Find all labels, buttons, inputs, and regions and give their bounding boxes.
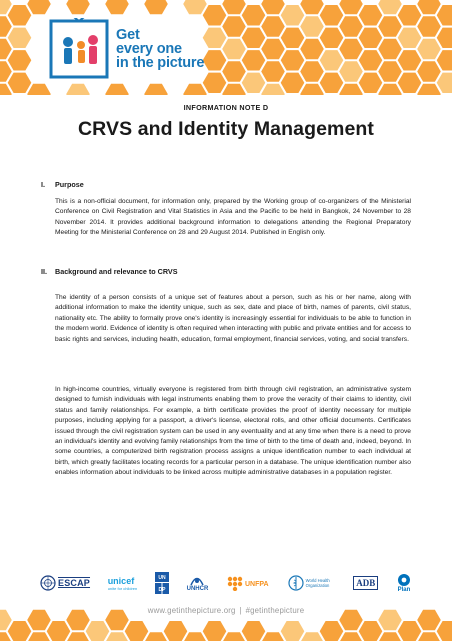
hexagon-shape xyxy=(359,621,383,641)
hexagon-shape xyxy=(8,50,32,70)
information-note-label: INFORMATION NOTE D xyxy=(183,103,269,112)
hexagon-shape xyxy=(359,50,383,70)
hexagon-shape xyxy=(339,39,363,60)
hexagon-shape xyxy=(339,632,363,641)
hexagon-shape xyxy=(183,632,207,641)
brand-line-1: Get xyxy=(116,27,140,43)
unicef-tagline: unite for children xyxy=(107,585,138,591)
hexagon-shape xyxy=(300,16,324,36)
brand-line-2: every one xyxy=(116,41,182,57)
unfpa-dots-icon xyxy=(226,575,270,591)
hexagon-shape xyxy=(300,632,324,641)
hexagon-shape xyxy=(281,28,305,48)
hexagon-shape xyxy=(183,84,207,95)
hexagon-shape xyxy=(8,621,32,641)
hexagon-shape xyxy=(203,621,227,641)
hexagon-shape xyxy=(437,28,452,48)
hexagon-shape xyxy=(339,0,363,14)
section-heading-purpose xyxy=(41,180,84,189)
hexagon-shape xyxy=(398,50,422,70)
hexagon-shape xyxy=(242,5,266,26)
hexagon-shape xyxy=(378,61,402,82)
hexagon-shape xyxy=(398,5,422,26)
hexagon-shape xyxy=(144,632,168,641)
svg-text:UN: UN xyxy=(158,575,166,581)
hexagon-shape xyxy=(320,621,344,641)
hexagon-shape xyxy=(0,16,12,36)
hexagon-shape xyxy=(261,61,285,82)
hexagon-shape xyxy=(144,0,168,14)
hexagon-shape xyxy=(105,84,129,95)
hexagon-shape xyxy=(125,621,149,641)
hexagon-shape xyxy=(281,50,305,70)
hexagon-shape xyxy=(359,73,383,93)
hexagon-shape xyxy=(300,84,324,95)
hexagon-shape xyxy=(242,73,266,93)
brand-wordmark xyxy=(116,28,204,70)
unfpa-logo xyxy=(226,575,270,591)
hexagon-shape xyxy=(378,16,402,36)
escap-wordmark: ESCAP xyxy=(58,578,91,588)
hexagon-shape xyxy=(437,621,452,641)
undp-logo xyxy=(155,572,169,594)
hexagon-shape xyxy=(242,28,266,48)
hexagon-shape xyxy=(398,28,422,48)
family-picture-logo-icon xyxy=(48,18,110,80)
plan-emblem-icon xyxy=(396,573,412,587)
who-logo xyxy=(288,575,336,591)
hexagon-shape xyxy=(378,0,402,14)
unhcr-emblem-icon xyxy=(190,574,204,586)
hexagon-shape xyxy=(359,28,383,48)
hexagon-shape xyxy=(417,61,441,82)
hexagon-shape xyxy=(300,0,324,14)
section-title: Background and relevance to CRVS xyxy=(55,267,178,276)
hexagon-shape xyxy=(144,84,168,95)
hexagon-shape xyxy=(0,61,12,82)
plan-wordmark: Plan xyxy=(397,587,411,593)
hexagon-shape xyxy=(417,16,441,36)
undp-emblem-icon xyxy=(155,572,169,594)
hexagon-shape xyxy=(261,632,285,641)
hexagon-shape xyxy=(27,84,51,95)
hexagon-shape xyxy=(261,84,285,95)
partner-logos xyxy=(40,566,412,600)
website-link[interactable]: www.getinthepicture.org xyxy=(147,606,236,615)
hexagon-shape xyxy=(222,16,246,36)
hexagon-shape xyxy=(66,84,90,95)
background-paragraph-2: In high-income countries, virtually everyone is registered from birth through civil registration, an administrative system designed to furnish individuals with legal instruments enabling them to prove the veracity of their claims to identity, civil status and family relationships. For example, a birth certificate provides the proof of identity necessary for multiple purposes, including applying for a passport, a driver's license, electoral rolls, and other official documents. Certificates issued through the civil registration system can be used in any eventuality and at any time when there is a need to prove an individual's identity and evolving family relationships from the time of birth to the time of death and, indeed, beyond. In some countries, a computerized birth registration process assigns a unique identification number to each individual at birth, which greatly facilitates locating records for a particular person in a database. The unique identification number also enables information about individuals to be linked across multiple administrative databases in a population register. xyxy=(55,386,411,477)
hexagon-shape xyxy=(281,73,305,93)
hexagon-shape xyxy=(378,84,402,95)
adb-logo xyxy=(353,576,378,590)
adb-wordmark: ADB xyxy=(353,576,378,590)
hexagon-shape xyxy=(105,632,129,641)
hexagon-shape xyxy=(222,0,246,14)
hexagon-shape xyxy=(222,632,246,641)
section-number: I. xyxy=(41,180,45,189)
hexagon-shape xyxy=(398,621,422,641)
hexagon-shape xyxy=(66,0,90,14)
hexagon-shape xyxy=(261,39,285,60)
section-heading-background xyxy=(41,267,178,276)
hexagon-shape xyxy=(300,39,324,60)
hashtag-link[interactable]: #getinthepicture xyxy=(245,606,305,615)
hexagon-shape xyxy=(27,0,51,14)
hexagon-shape xyxy=(339,84,363,95)
hexagon-shape xyxy=(8,73,32,93)
hexagon-shape xyxy=(359,5,383,26)
hexagon-shape xyxy=(105,0,129,14)
document-title: CRVS and Identity Management xyxy=(77,118,375,140)
hexagon-shape xyxy=(66,632,90,641)
background-paragraph-1: The identity of a person consists of a unique set of features about a person, such as his or her name, along with additional information to make the identity unique, such as sex, date and place of birth, names of parents, civil status, nationality etc. The ability to formally prove one's identity is increasingly essential for individuals to be able to function in the modern world. Evidence of identity is often required when interacting with public and private entities and for access to basic rights and services, including health, education, formal employment, financial services, voting, and social transfers. xyxy=(55,294,411,343)
hexagon-shape xyxy=(417,632,441,641)
hexagon-shape xyxy=(47,621,71,641)
svg-text:DP: DP xyxy=(158,587,166,593)
hexagon-shape xyxy=(222,39,246,60)
hexagon-shape xyxy=(27,632,51,641)
un-emblem-icon xyxy=(40,575,56,591)
hexagon-shape xyxy=(417,84,441,95)
hexagon-shape xyxy=(437,73,452,93)
section-number: II. xyxy=(41,267,47,276)
hexagon-shape xyxy=(320,73,344,93)
unicef-logo xyxy=(108,576,138,591)
hexagon-shape xyxy=(203,50,227,70)
hexagon-shape xyxy=(437,5,452,26)
hexagon-shape xyxy=(281,5,305,26)
hexagon-shape xyxy=(320,50,344,70)
hexagon-shape xyxy=(242,50,266,70)
hexagon-shape xyxy=(261,0,285,14)
unhcr-logo xyxy=(187,574,209,592)
purpose-paragraph: This is a non-official document, for information only, prepared by the Working group of co-organizers of the Ministerial Conference on Civil Registration and Vital Statistics in Asia and the Pacific to be held in Bangkok, 24 November to 28 November 2014. It provides additional background information to delegations attending the Regional Preparatory Meeting for the Ministerial Conference on 28 and 29 August 2014. Published in English only. xyxy=(55,198,411,237)
hexagon-shape xyxy=(242,621,266,641)
unicef-wordmark: unicef xyxy=(107,575,135,586)
hexagon-shape xyxy=(203,5,227,26)
hexagon-shape xyxy=(417,39,441,60)
who-wordmark: World Health Organization xyxy=(305,578,330,588)
hexagon-shape xyxy=(378,632,402,641)
brand-line-3: in the picture xyxy=(116,55,205,71)
hexagon-shape xyxy=(164,621,188,641)
hexagon-shape xyxy=(86,621,110,641)
hexagon-shape xyxy=(222,61,246,82)
hexagon-shape xyxy=(183,0,207,14)
footer xyxy=(0,604,452,641)
unhcr-wordmark: UNHCR xyxy=(186,586,209,592)
hexagon-shape xyxy=(417,0,441,14)
get-every-one-logo xyxy=(48,18,204,80)
hexagon-shape xyxy=(398,73,422,93)
hexagon-shape xyxy=(8,28,32,48)
hexagon-shape xyxy=(203,73,227,93)
hexagon-shape xyxy=(437,50,452,70)
who-emblem-icon xyxy=(288,575,304,591)
hexagon-shape xyxy=(8,5,32,26)
plan-logo xyxy=(396,573,412,593)
hexagon-shape xyxy=(203,28,227,48)
svg-text:UNFPA: UNFPA xyxy=(244,581,269,588)
hexagon-shape xyxy=(320,5,344,26)
footer-links xyxy=(0,606,452,615)
hexagon-shape xyxy=(281,621,305,641)
footer-separator: | xyxy=(239,606,242,615)
hexagon-shape xyxy=(320,28,344,48)
hexagon-shape xyxy=(339,16,363,36)
section-title: Purpose xyxy=(55,180,84,189)
hexagon-shape xyxy=(261,16,285,36)
hexagon-shape xyxy=(0,39,12,60)
escap-logo xyxy=(40,575,90,591)
hexagon-shape xyxy=(339,61,363,82)
hexagon-shape xyxy=(378,39,402,60)
hexagon-shape xyxy=(222,84,246,95)
hexagon-shape xyxy=(300,61,324,82)
